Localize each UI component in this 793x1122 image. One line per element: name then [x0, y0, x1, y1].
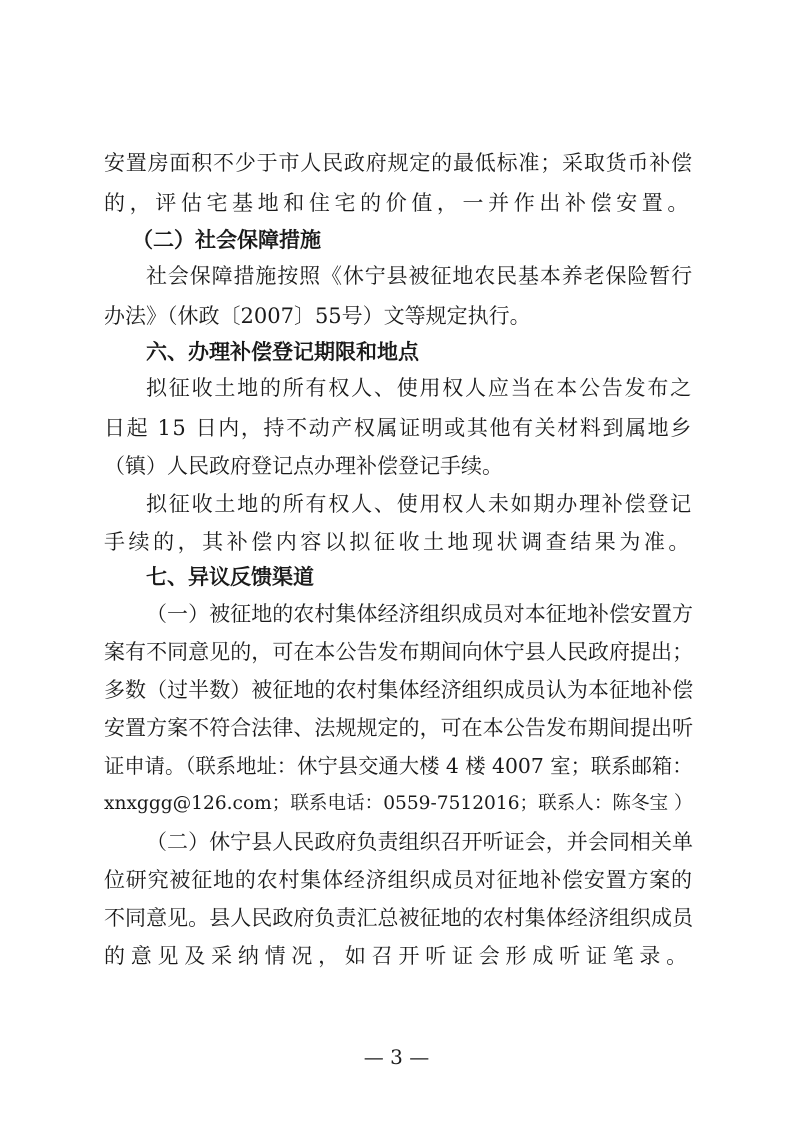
body-line: xnxggg@126.com；联系电话：0559-7512016；联系人：陈冬宝 ）: [104, 793, 693, 814]
body-line: 拟征收土地的所有权人、使用权人应当在本公告发布之: [146, 376, 693, 400]
body-line: （二）休宁县人民政府负责组织召开听证会，并会同相关单: [146, 830, 694, 854]
body-line: 位研究被征地的农村集体经济组织成员对征地补偿安置方案的: [104, 868, 693, 892]
body-line: 的意见及采纳情况，如召开听证会形成听证笔录。: [104, 944, 693, 968]
section-heading: （二）社会保障措施: [132, 228, 321, 252]
section-heading: 七、异议反馈渠道: [146, 565, 314, 589]
body-line: 安置方案不符合法律、法规规定的，可在本公告发布期间提出听: [104, 716, 694, 740]
body-line: 手续的，其补偿内容以拟征收土地现状调查结果为准。: [104, 530, 693, 554]
body-line: 证申请。（联系地址：休宁县交通大楼 4 楼 4007 室；联系邮箱：: [104, 754, 693, 778]
body-line: 多数（过半数）被征地的农村集体经济组织成员认为本征地补偿: [104, 678, 694, 702]
body-line: 不同意见。县人民政府负责汇总被征地的农村集体经济组织成员: [104, 906, 694, 930]
body-line: 拟征收土地的所有权人、使用权人未如期办理补偿登记: [146, 492, 693, 516]
section-heading: 六、办理补偿登记期限和地点: [146, 340, 419, 364]
body-line: 日起 15 日内，持不动产权属证明或其他有关材料到属地乡: [104, 416, 693, 440]
body-line: 安置房面积不少于市人民政府规定的最低标准；采取货币补偿: [104, 151, 693, 175]
page-number: — 3 —: [363, 1045, 430, 1069]
body-line: 社会保障措施按照《休宁县被征地农民基本养老保险暂行: [146, 264, 693, 288]
body-line: 案有不同意见的，可在本公告发布期间向休宁县人民政府提出；: [104, 640, 694, 664]
body-line: 办法》（休政〔2007〕55号）文等规定执行。: [104, 304, 531, 328]
body-line: （镇）人民政府登记点办理补偿登记手续。: [104, 454, 503, 478]
body-line: （一）被征地的农村集体经济组织成员对本征地补偿安置方: [146, 602, 694, 626]
body-line: 的，评估宅基地和住宅的价值，一并作出补偿安置。: [104, 191, 694, 215]
